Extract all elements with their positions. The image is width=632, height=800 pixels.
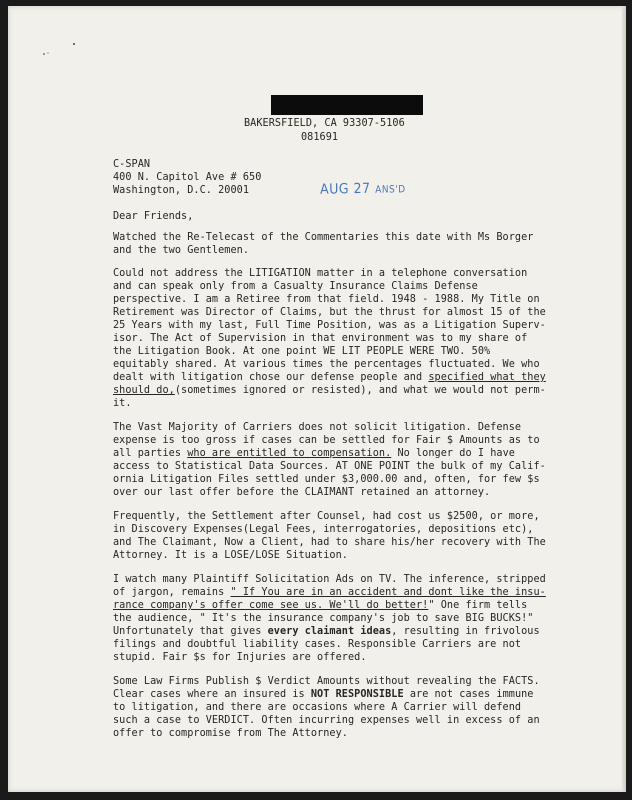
p2-line <box>113 372 546 385</box>
stamp-suffix: ANS'D <box>375 184 406 196</box>
p3-text: No longer do I have <box>391 448 515 459</box>
p4-line: Attorney. It is a LOSE/LOSE Situation. <box>113 550 348 561</box>
p3-line: ornia Litigation Files settled under $3,000.00 and, often, for few $s <box>113 474 540 485</box>
p2-line: perspective. I am a Retiree from that field. 1948 - 1988. My Title on <box>113 294 540 305</box>
p4-line: Frequently, the Settlement after Counsel, had cost us $2500, or more, <box>113 511 540 522</box>
p6-line: offer to compromise from The Attorney. <box>113 728 348 739</box>
p5-line <box>113 600 527 613</box>
p5-text: Unfortunately that gives <box>113 626 268 637</box>
p5-underlined-quote: " If You are in an accident and dont like the insu- <box>230 587 546 598</box>
p4-line: in Discovery Expenses(Legal Fees, interrogatories, depositions etc), <box>113 524 534 535</box>
recipient-line-3: Washington, D.C. 20001 <box>113 185 250 196</box>
p5-line: the audience, " It's the insurance company's job to save BIG BUCKS!" <box>113 613 534 624</box>
p5-line: stupid. Fair $s for Injuries are offered. <box>113 652 367 663</box>
p5-line: filings and doubtful liability cases. Responsible Carriers are not <box>113 639 522 650</box>
letter-date-code: 081691 <box>301 132 339 143</box>
p3-line: The Vast Majority of Carriers does not solicit litigation. Defense <box>113 422 522 433</box>
p2-line: 25 Years with my last, Full Time Position, was as a Litigation Superv- <box>113 320 546 331</box>
p1-line: and the two Gentlemen. <box>113 245 250 256</box>
p3-line: access to Statistical Data Sources. AT ONE POINT the bulk of my Calif- <box>113 461 546 472</box>
stamp-date: AUG 27 <box>319 180 371 198</box>
p5-text: , resulting in frivolous <box>391 626 540 637</box>
p2-underlined-text: specified what they <box>428 372 546 383</box>
p3-line: expense is too gross if cases can be settled for Fair $ Amounts as to <box>113 435 540 446</box>
p2-text: dealt with litigation chose our defense people and <box>113 372 429 383</box>
p2-line: it. <box>113 398 132 409</box>
p5-line: I watch many Plaintiff Solicitation Ads on TV. The inference, stripped <box>113 574 546 585</box>
p5-line <box>113 587 546 600</box>
redacted-sender-name <box>271 95 423 115</box>
p5-text: of jargon, remains <box>113 587 231 598</box>
scan-edge <box>622 6 626 792</box>
p2-line: isor. The Act of Supervision in that environment was to my share of <box>113 333 528 344</box>
recipient-line-1: C-SPAN <box>113 159 151 170</box>
p3-line: over our last offer before the CLAIMANT retained an attorney. <box>113 487 491 498</box>
recipient-line-2: 400 N. Capitol Ave # 650 <box>113 172 262 183</box>
p6-line: to litigation, and there are occasions where A Carrier will defend <box>113 702 522 713</box>
p5-underlined-quote: rance company's offer come see us. We'll do better! <box>113 600 429 611</box>
p6-line <box>113 689 534 702</box>
received-date-stamp <box>320 180 406 197</box>
sender-city-line: BAKERSFIELD, CA 93307-5106 <box>244 118 405 129</box>
p2-line: the Litigation Book. At one point WE LIT PEOPLE WERE TWO. 50% <box>113 346 491 357</box>
p2-line: Could not address the LITIGATION matter in a telephone conversation <box>113 268 528 279</box>
p6-text: are not cases immune <box>403 689 534 700</box>
p5-bold-text: every claimant ideas <box>267 626 392 637</box>
p3-line <box>113 448 515 461</box>
p1-line: Watched the Re-Telecast of the Commentaries this date with Ms Borger <box>113 232 534 243</box>
p2-line: and can speak only from a Casualty Insurance Claims Defense <box>113 281 478 292</box>
p6-line: such a case to VERDICT. Often incurring expenses well in excess of an <box>113 715 540 726</box>
p4-line: and The Claimant, Now a Client, had to share his/her recovery with The <box>113 537 546 548</box>
p2-underlined-text: should do, <box>113 385 175 396</box>
p6-line: Some Law Firms Publish $ Verdict Amounts without revealing the FACTS. <box>113 676 540 687</box>
p3-text: all parties <box>113 448 188 459</box>
p2-line: Retirement was Director of Claims, but the thrust for almost 15 of the <box>113 307 546 318</box>
p3-underlined-text: who are entitled to compensation. <box>187 448 392 459</box>
p5-text: " One firm tells <box>428 600 528 611</box>
p2-line: equitably shared. At various times the percentages fluctuated. We who <box>113 359 540 370</box>
p6-bold-text: NOT RESPONSIBLE <box>310 689 404 700</box>
letter-page <box>8 6 626 792</box>
p6-text: Clear cases where an insured is <box>113 689 311 700</box>
p5-line <box>113 626 540 639</box>
p2-line <box>113 385 546 398</box>
p2-text: (sometimes ignored or resisted), and what we would not perm- <box>174 385 546 396</box>
salutation: Dear Friends, <box>113 211 194 222</box>
scan-specks <box>36 42 76 62</box>
